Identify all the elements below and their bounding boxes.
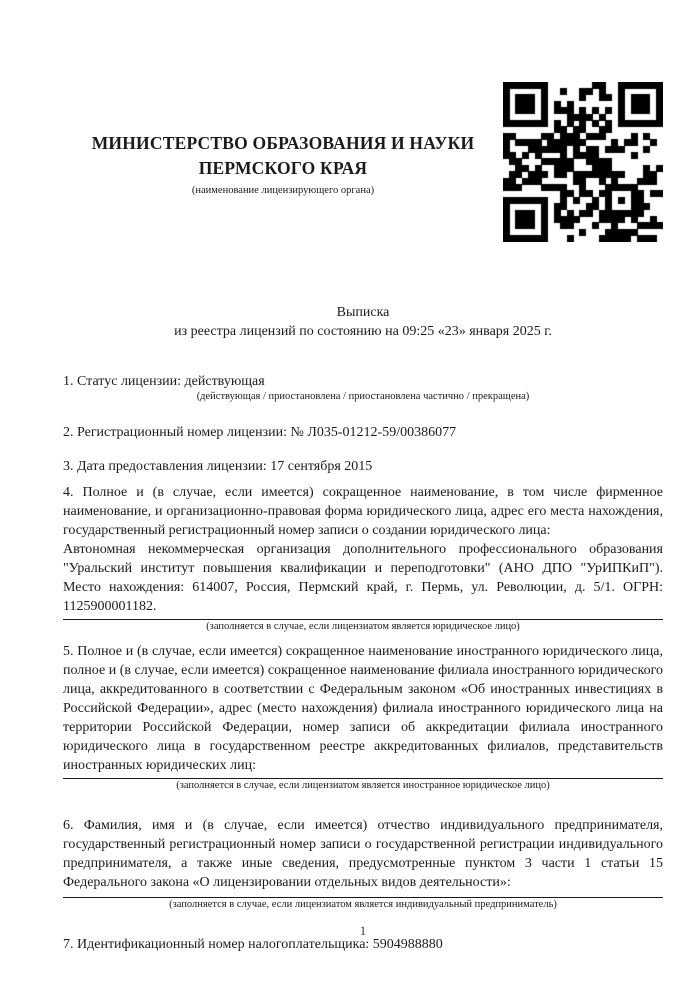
item-5-caption: (заполняется в случае, если лицензиатом является иностранное юридическое лицо) [176, 780, 550, 791]
item-4-legal-entity [63, 483, 663, 616]
document-title [63, 303, 663, 341]
item-6-caption: (заполняется в случае, если лицензиатом является индивидуальный предприниматель) [169, 899, 557, 910]
document-title-line1: Выписка [336, 305, 390, 320]
item-2-registration-number: 2. Регистрационный номер лицензии: № Л035-01212-59/00386077 [63, 425, 457, 440]
item-6-individual-entrepreneur: 6. Фамилия, имя и (в случае, если имеется) отчество индивидуального предпринимателя, государственный регистрационный номер записи о государственной регистрации индивидуального предпринимателя, а также иные сведения, предусмотренные пунктом 3 части 1 статьи 15 Федерального закона «О лицензировании отдельных видов деятельности»: [63, 818, 663, 890]
item-4-value: Автономная некоммерческая организация дополнительного профессионального образования "Уральский институт повышения квалификации и переподготовки" (АНО ДПО "УрИПКиП"). Место нахождения: 614007, Россия, Пермский край, г. Пермь, ул. Революции, д. 5/1. ОГРН: 1125900001182. [63, 542, 663, 614]
item-4-caption: (заполняется в случае, если лицензиатом является юридическое лицо) [206, 621, 520, 632]
item-7-taxpayer-number: 7. Идентификационный номер налогоплательщика: 5904988880 [63, 937, 443, 952]
ministry-caption: (наименование лицензирующего органа) [191, 185, 375, 196]
document-page [63, 0, 663, 954]
item-4-statement: 4. Полное и (в случае, если имеется) сокращенное наименование, в том числе фирменное наименование, и организационно-правовая форма юридического лица, адрес его места нахождения, государственный регистрационный номер записи о создании юридического лица: [63, 485, 663, 538]
fill-in-line-foreign-entity [63, 778, 663, 779]
qr-code-canvas [503, 82, 663, 242]
fill-in-line-individual [63, 897, 663, 898]
page-number: 1 [359, 924, 367, 938]
document-title-line2: из реестра лицензий по состоянию на 09:25 «23» января 2025 г. [174, 324, 552, 339]
licensing-authority-block [63, 82, 503, 197]
qr-code-icon [503, 82, 663, 242]
item-1-license-status: 1. Статус лицензии: действующая [63, 374, 265, 389]
item-1-caption: (действующая / приостановлена / приостановлена частично / прекращена) [196, 391, 530, 402]
item-5-foreign-entity: 5. Полное и (в случае, если имеется) сокращенное наименование иностранного юридического лица, полное и (в случае, если имеется) сокращенное наименование филиала иностранного юридического лица, аккредитованного в соответствии с Федеральным законом «Об иностранных инвестициях в Российской Федерации», адрес (место нахождения) филиала иностранного юридического лица на территории Российской Федерации, номер записи об аккредитации филиала иностранного юридического лица в государственном реестре аккредитованных филиалов, представительств иностранных юридических лиц: [63, 644, 663, 773]
ministry-name-line2: ПЕРМСКОГО КРАЯ [198, 158, 368, 178]
document-header [63, 82, 663, 242]
fill-in-line-legal-entity [63, 619, 663, 620]
ministry-name-line1: МИНИСТЕРСТВО ОБРАЗОВАНИЯ И НАУКИ [91, 133, 475, 153]
item-3-grant-date: 3. Дата предоставления лицензии: 17 сентября 2015 [63, 459, 373, 474]
